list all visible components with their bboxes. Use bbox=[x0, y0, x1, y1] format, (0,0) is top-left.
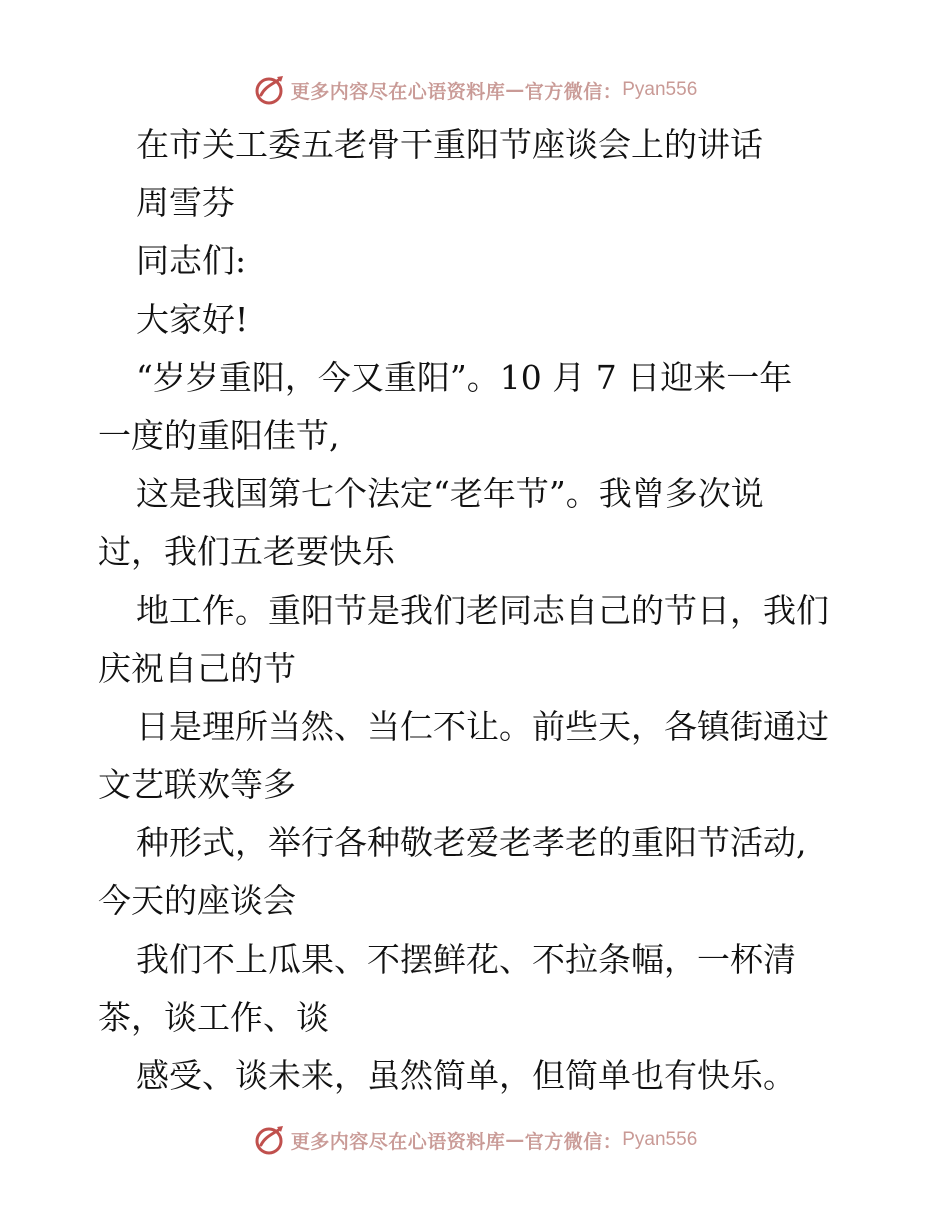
greeting: 大家好! bbox=[136, 299, 249, 339]
banner-wechat-label: 官方微信： bbox=[524, 1130, 623, 1153]
speech-title: 在市关工委五老骨干重阳节座谈会上的讲话 bbox=[136, 125, 763, 164]
banner-wechat-id: Pyan556 bbox=[622, 1129, 698, 1150]
paragraph-line: 一度的重阳佳节, bbox=[98, 415, 340, 455]
banner-wechat-id: Pyan556 bbox=[622, 79, 698, 100]
salutation: 同志们: bbox=[136, 241, 247, 281]
paragraph-line: 今天的座谈会 bbox=[98, 881, 296, 921]
paragraph-line: 种形式，举行各种敬老爱老孝老的重阳节活动, bbox=[136, 823, 807, 863]
document-body bbox=[98, 116, 868, 1105]
header-banner bbox=[0, 70, 950, 110]
paragraph-line: 这是我国第七个法定“老年节”。我曾多次说 bbox=[136, 474, 764, 514]
banner-wechat-label: 官方微信： bbox=[524, 80, 623, 103]
paragraph-line: 文艺联欢等多 bbox=[98, 765, 296, 805]
banner-dash: — bbox=[505, 1129, 525, 1151]
banner-site-text: 更多内容尽在心语资料库 bbox=[290, 80, 506, 103]
pen-swirl-logo-icon bbox=[253, 1123, 287, 1157]
paragraph-line: 感受、谈未来，虽然简单，但简单也有快乐。 bbox=[136, 1056, 796, 1095]
paragraph-line: 庆祝自己的节 bbox=[98, 648, 296, 688]
paragraph-line: 地工作。重阳节是我们老同志自己的节日，我们 bbox=[136, 590, 829, 630]
footer-banner bbox=[0, 1120, 950, 1160]
pen-swirl-logo-icon bbox=[253, 73, 287, 107]
banner-site-text: 更多内容尽在心语资料库 bbox=[290, 1130, 506, 1153]
banner-dash: — bbox=[505, 79, 525, 101]
paragraph-line: “岁岁重阳，今又重阳”。10 月 7 日迎来一年 bbox=[136, 357, 793, 397]
paragraph-line: 过，我们五老要快乐 bbox=[98, 532, 395, 572]
paragraph-line: 茶，谈工作、谈 bbox=[98, 997, 329, 1037]
paragraph-line: 我们不上瓜果、不摆鲜花、不拉条幅，一杯清 bbox=[136, 939, 796, 979]
paragraph-line: 日是理所当然、当仁不让。前些天，各镇街通过 bbox=[136, 706, 829, 746]
speaker-name: 周雪芬 bbox=[136, 183, 235, 223]
